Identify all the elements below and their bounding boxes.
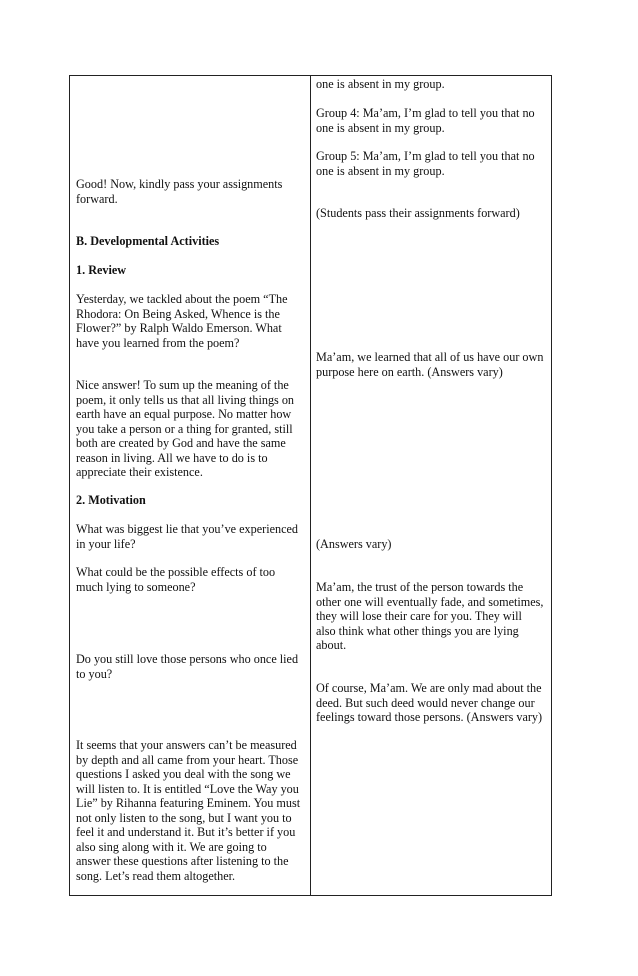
section-b-heading: B. Developmental Activities xyxy=(76,234,220,248)
song-intro-text: It seems that your answers can’t be measured by depth and all came from your heart. Those questions I asked you deal with the song we will listen to. It is entitled “Love the Way you Lie” by Rihanna featuring Eminem. You must not only listen to the song, but I want you to feel it and understand it. But it’s better if you also sing along with it. We are going to answer these questions after listening to the song. Let’s read them altogether. xyxy=(76,738,301,883)
of-course-answer: Of course, Ma’am. We are only mad about the deed. But such deed would never change our feelings toward those persons. (Answers vary) xyxy=(316,681,543,724)
answers-vary-text: (Answers vary) xyxy=(316,537,392,551)
group5-response: Group 5: Ma’am, I’m glad to tell you that no one is absent in my group. xyxy=(316,149,535,178)
pass-assignments-text: Good! Now, kindly pass your assignments forward. xyxy=(76,177,283,206)
review-question: Yesterday, we tackled about the poem “The Rhodora: On Being Asked, Whence is the Flower?” by Ralph Waldo Emerson. What have you learned from the poem? xyxy=(76,292,288,350)
biggest-lie-question: What was biggest lie that you’ve experienced in your life? xyxy=(76,522,298,551)
column-divider xyxy=(310,76,311,895)
learned-answer: Ma’am, we learned that all of us have our own purpose here on earth. (Answers vary) xyxy=(316,350,544,379)
nice-answer-text: Nice answer! To sum up the meaning of the poem, it only tells us that all living things on earth have an equal purpose. No matter how you take a person or a thing for granted, still both are created by God and have the same reason in living. All we have to do is to appreciate their existence. xyxy=(76,378,295,479)
motivation-heading: 2. Motivation xyxy=(76,493,146,507)
review-heading: 1. Review xyxy=(76,263,127,277)
pass-assignments-action: (Students pass their assignments forward) xyxy=(316,206,520,220)
lesson-plan-table xyxy=(69,75,552,896)
group4-response: Group 4: Ma’am, I’m glad to tell you that no one is absent in my group. xyxy=(316,106,535,135)
still-love-question: Do you still love those persons who once lied to you? xyxy=(76,652,299,681)
absent-continued-text: one is absent in my group. xyxy=(316,77,445,91)
trust-answer: Ma’am, the trust of the person towards the other one will eventually fade, and sometimes, they will lose their care for you. They will also think what other things you are lying about. xyxy=(316,580,544,652)
effects-question: What could be the possible effects of too much lying to someone? xyxy=(76,565,276,594)
